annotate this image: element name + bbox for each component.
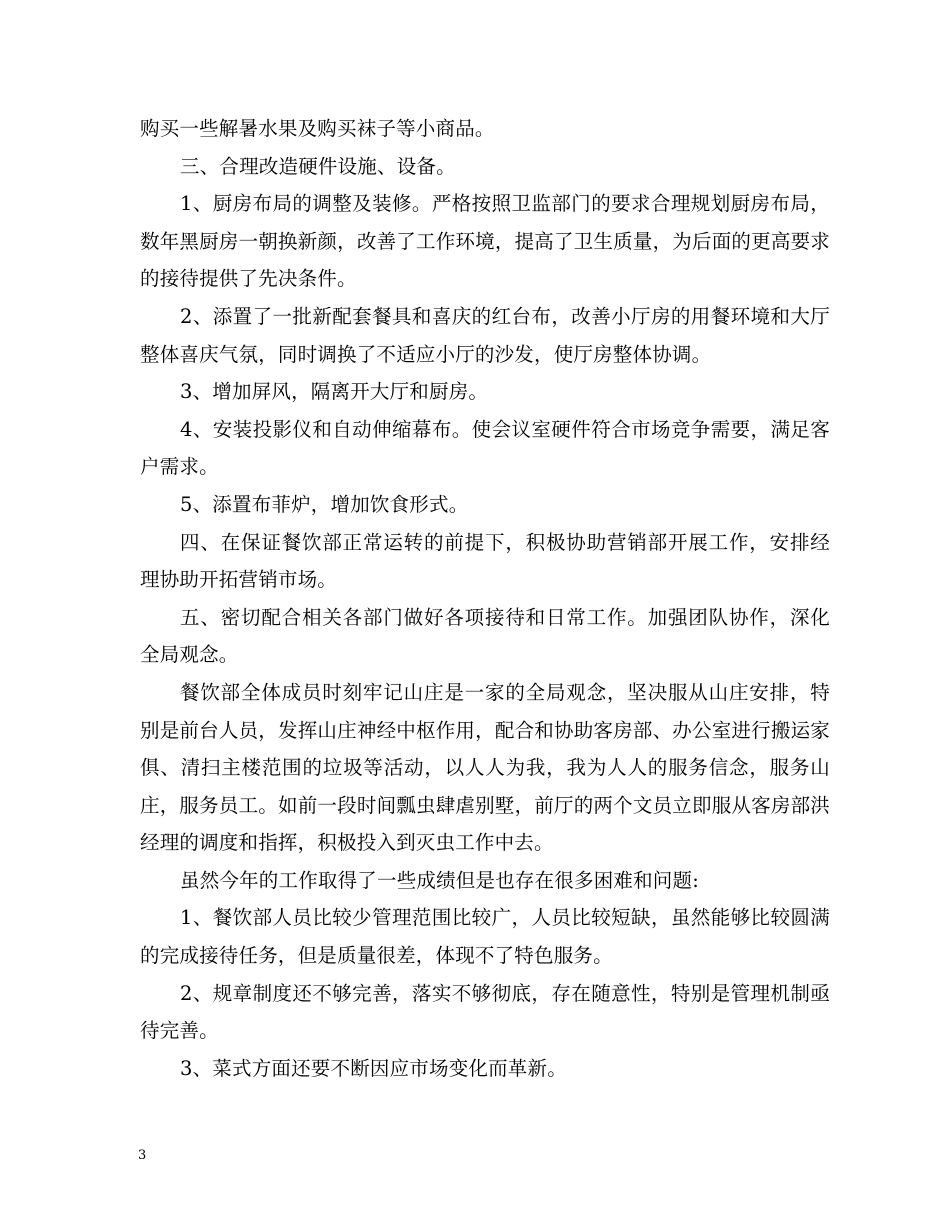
paragraph: 四、在保证餐饮部正常运转的前提下，积极协助营销部开展工作，安排经理协助开拓营销市场。 xyxy=(140,530,830,592)
paragraph: 餐饮部全体成员时刻牢记山庄是一家的全局观念，坚决服从山庄安排，特别是前台人员，发挥山庄神经中枢作用，配合和协助客房部、办公室进行搬运家俱、清扫主楼范围的垃圾等活动，以人人为我，我为人人的服务信念，服务山庄，服务员工。如前一段时间瓢虫肆虐别墅，前厅的两个文员立即服从客房部洪经理的调度和指挥，积极投入到灭虫工作中去。 xyxy=(140,680,830,855)
paragraph: 2、规章制度还不够完善，落实不够彻底，存在随意性，特别是管理机制亟待完善。 xyxy=(140,981,830,1043)
page-number: 3 xyxy=(138,1148,147,1163)
paragraph: 3、增加屏风，隔离开大厅和厨房。 xyxy=(180,380,489,404)
paragraph: 1、厨房布局的调整及装修。严格按照卫监部门的要求合理规划厨房布局，数年黑厨房一朝换新颜，改善了工作环境，提高了卫生质量，为后面的更高要求的接待提供了先决条件。 xyxy=(140,192,830,291)
paragraph: 1、餐饮部人员比较少管理范围比较广，人员比较短缺，虽然能够比较圆满的完成接待任务，但是质量很差，体现不了特色服务。 xyxy=(140,906,830,968)
paragraph: 三、合理改造硬件设施、设备。 xyxy=(180,154,456,178)
paragraph: 3、菜式方面还要不断因应市场变化而革新。 xyxy=(180,1056,567,1080)
paragraph: 2、添置了一批新配套餐具和喜庆的红台布，改善小厅房的用餐环境和大厅整体喜庆气氛，同时调换了不适应小厅的沙发，使厅房整体协调。 xyxy=(140,304,830,366)
document-body xyxy=(140,110,830,1087)
paragraph: 五、密切配合相关各部门做好各项接待和日常工作。加强团队协作，深化全局观念。 xyxy=(140,605,830,667)
paragraph: 虽然今年的工作取得了一些成绩但是也存在很多困难和问题: xyxy=(180,868,699,892)
paragraph: 5、添置布菲炉，增加饮食形式。 xyxy=(180,492,469,516)
paragraph: 4、安装投影仪和自动伸缩幕布。使会议室硬件符合市场竞争需要，满足客户需求。 xyxy=(140,417,830,479)
paragraph: 购买一些解暑水果及购买袜子等小商品。 xyxy=(140,117,495,140)
